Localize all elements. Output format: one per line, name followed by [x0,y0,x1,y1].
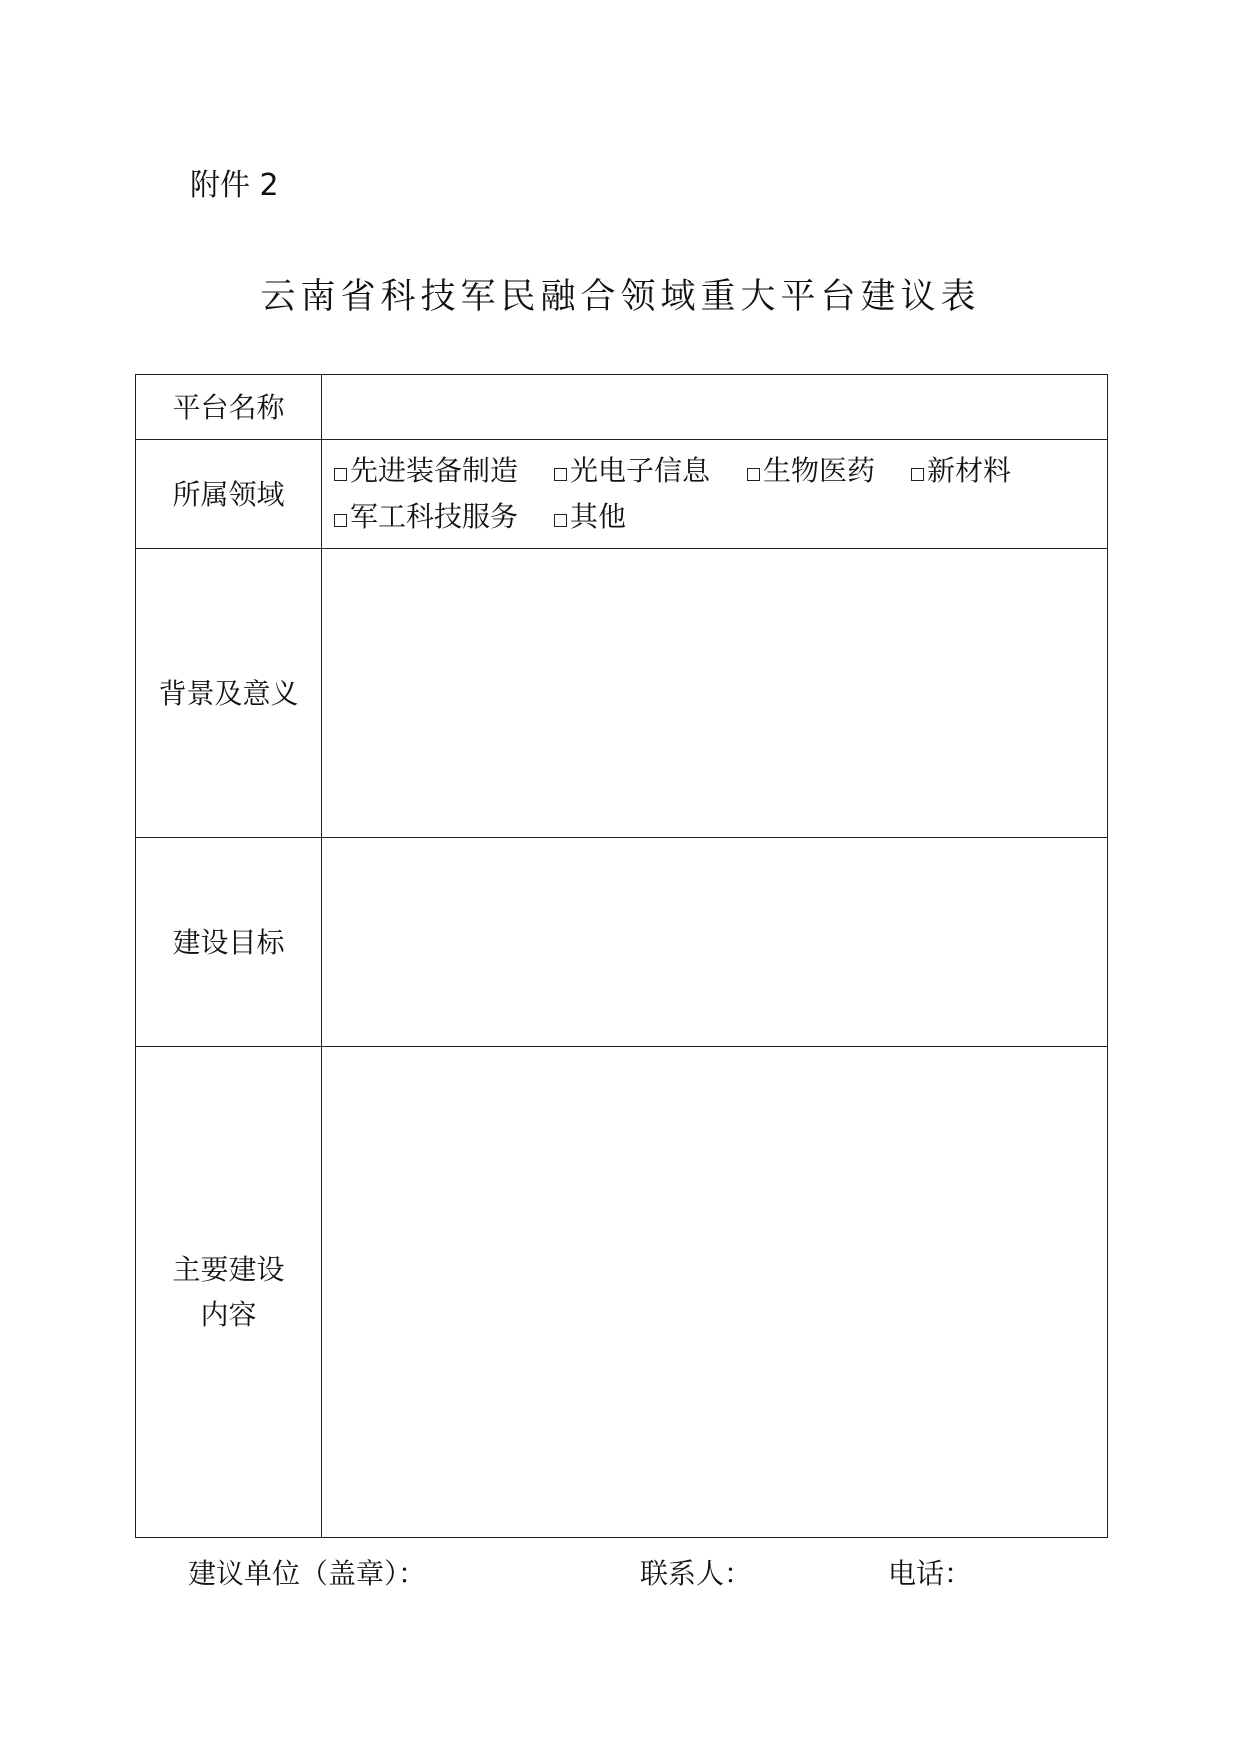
content-field[interactable] [322,1047,1108,1538]
platform-name-field[interactable] [322,375,1108,440]
domain-label: 所属领域 [136,440,322,549]
domain-option-label: 其他 [570,500,627,533]
domain-options-row-2 [334,494,1107,540]
domain-option-new-materials[interactable] [911,448,1011,494]
checkbox-icon[interactable] [554,514,567,527]
domain-options-row-1 [334,448,1107,494]
content-label-line-2: 内容 [200,1298,257,1331]
proposing-unit-label: 建议单位（盖章）： [188,1557,427,1590]
domain-option-label: 生物医药 [763,454,876,487]
content-label [136,1047,322,1538]
phone-label: 电话： [888,1557,973,1590]
proposal-form-table [135,374,1108,1538]
background-field[interactable] [322,549,1108,838]
checkbox-icon[interactable] [911,468,924,481]
checkbox-icon[interactable] [554,468,567,481]
background-label: 背景及意义 [136,549,322,838]
checkbox-icon[interactable] [747,468,760,481]
content-row [136,1047,1108,1538]
domain-option-advanced-equipment[interactable] [334,448,554,494]
goal-row [136,838,1108,1047]
checkbox-icon[interactable] [334,468,347,481]
form-title: 云南省科技军民融合领域重大平台建议表 [260,277,981,317]
domain-option-other[interactable] [554,494,747,540]
contact-person-label: 联系人： [640,1557,753,1590]
domain-option-label: 光电子信息 [570,454,711,487]
platform-name-row [136,375,1108,440]
form-footer [0,1552,1241,1596]
domain-option-optoelectronic[interactable] [554,448,747,494]
domain-option-label: 先进装备制造 [350,454,519,487]
domain-row [136,440,1108,549]
platform-name-label: 平台名称 [136,375,322,440]
domain-options-field [322,440,1108,549]
domain-option-biomedicine[interactable] [747,448,911,494]
domain-option-label: 新材料 [927,454,1012,487]
background-row [136,549,1108,838]
goal-field[interactable] [322,838,1108,1047]
domain-option-label: 军工科技服务 [350,500,519,533]
attachment-label: 附件 2 [190,168,279,203]
checkbox-icon[interactable] [334,514,347,527]
goal-label: 建设目标 [136,838,322,1047]
content-label-line-1: 主要建设 [172,1253,285,1286]
domain-option-military-tech-services[interactable] [334,494,554,540]
